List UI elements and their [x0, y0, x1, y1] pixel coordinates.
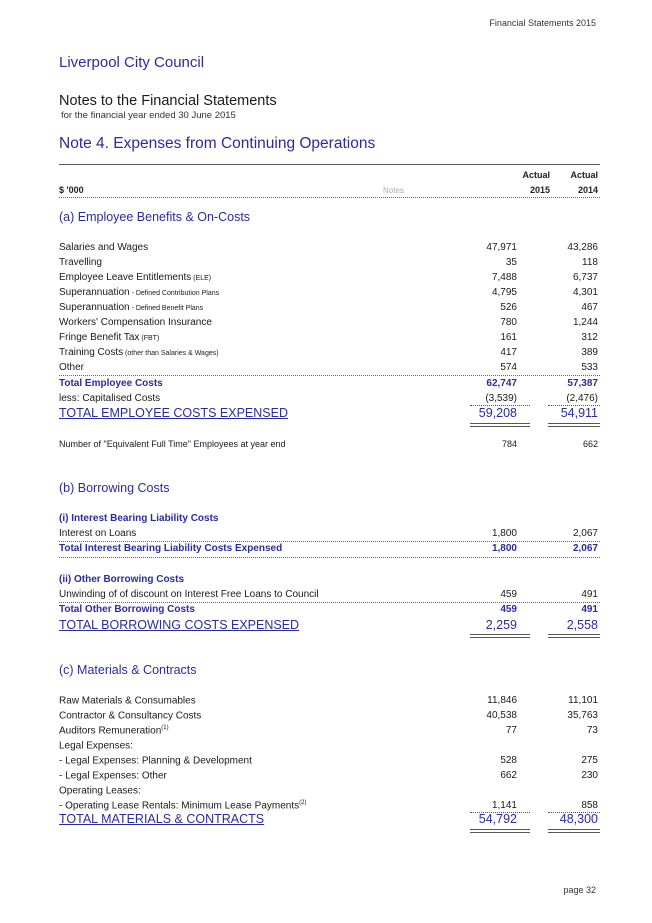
- col-year-2014: 2014: [577, 185, 598, 195]
- table-row: - Legal Expenses: Planning & Development 528 275: [59, 755, 598, 767]
- total-double-underline: [548, 829, 600, 833]
- header-dotted-rule: [59, 197, 600, 198]
- row-divider: [59, 557, 600, 558]
- table-row: Fringe Benefit Tax (FBT) 161 312: [59, 332, 598, 343]
- total-interest-bearing-row: Total Interest Bearing Liability Costs Expensed 1,800 2,067: [59, 543, 598, 554]
- total-double-underline: [548, 423, 600, 427]
- table-row: Superannuation - Defined Benefit Plans 526 467: [59, 302, 598, 313]
- table-row: Training Costs (other than Salaries & Wages) 417 389: [59, 347, 598, 358]
- total-double-underline: [548, 634, 600, 638]
- table-row: Operating Leases:: [59, 785, 141, 797]
- notes-title: Notes to the Financial Statements: [59, 93, 277, 109]
- header-rule: [59, 164, 600, 165]
- section-c-title: (c) Materials & Contracts: [59, 663, 197, 677]
- total-materials-row: TOTAL MATERIALS & CONTRACTS 54,792 48,300: [59, 812, 598, 826]
- col-actual-2015-top: Actual: [522, 170, 550, 180]
- col-actual-2014-top: Actual: [570, 170, 598, 180]
- row-divider: [59, 375, 600, 376]
- row-divider: [59, 602, 600, 603]
- table-row: Other 574 533: [59, 362, 598, 373]
- fte-row: Number of "Equivalent Full Time" Employees at year end 784 662: [59, 439, 598, 449]
- page-number: page 32: [563, 885, 596, 895]
- col-year-2015: 2015: [529, 185, 550, 195]
- note-title: Note 4. Expenses from Continuing Operations: [59, 135, 376, 152]
- table-row: Salaries and Wages 47,971 43,286: [59, 242, 598, 253]
- capitalised-costs-row: less: Capitalised Costs (3,539) (2,476): [59, 393, 598, 404]
- table-row: Contractor & Consultancy Costs 40,538 35,763: [59, 710, 598, 722]
- row-divider: [59, 541, 600, 542]
- table-row: Workers' Compensation Insurance 780 1,244: [59, 317, 598, 328]
- subsection-interest-bearing: (i) Interest Bearing Liability Costs: [59, 513, 219, 524]
- interest-on-loans-row: Interest on Loans 1,800 2,067: [59, 528, 598, 539]
- unwinding-row: Unwinding of of discount on Interest Free Loans to Council 459 491: [59, 589, 598, 600]
- table-row: Superannuation - Defined Contribution Plans 4,795 4,301: [59, 287, 598, 298]
- table-row: - Operating Lease Rentals: Minimum Lease Payments$^{(2)}$ 1,141 858: [59, 800, 598, 812]
- total-other-borrowing-row: Total Other Borrowing Costs 459 491: [59, 604, 598, 615]
- section-b-title: (b) Borrowing Costs: [59, 481, 170, 495]
- total-employee-expensed-row: TOTAL EMPLOYEE COSTS EXPENSED 59,208 54,911: [59, 406, 598, 420]
- total-employee-costs-row: Total Employee Costs 62,747 57,387: [59, 378, 598, 389]
- total-borrowing-expensed-row: TOTAL BORROWING COSTS EXPENSED 2,259 2,558: [59, 618, 598, 632]
- notes-subtitle: for the financial year ended 30 June 2015: [61, 110, 236, 121]
- table-row: Legal Expenses:: [59, 740, 133, 752]
- col-notes: Notes: [383, 186, 404, 195]
- total-double-underline: [470, 829, 530, 833]
- table-row: Employee Leave Entitlements (ELE) 7,488 6,737: [59, 272, 598, 283]
- table-row: Travelling 35 118: [59, 257, 598, 268]
- document-header-label: Financial Statements 2015: [489, 18, 596, 28]
- col-unit: $ '000: [59, 185, 84, 195]
- total-double-underline: [470, 634, 530, 638]
- subsection-other-borrowing: (ii) Other Borrowing Costs: [59, 574, 184, 585]
- table-row: Raw Materials & Consumables 11,846 11,101: [59, 695, 598, 707]
- table-row: - Legal Expenses: Other 662 230: [59, 770, 598, 782]
- total-double-underline: [470, 423, 530, 427]
- section-a-title: (a) Employee Benefits & On-Costs: [59, 210, 251, 224]
- table-row: Auditors Remuneration$^{(1)}$ 77 73: [59, 725, 598, 737]
- council-name: Liverpool City Council: [59, 54, 205, 71]
